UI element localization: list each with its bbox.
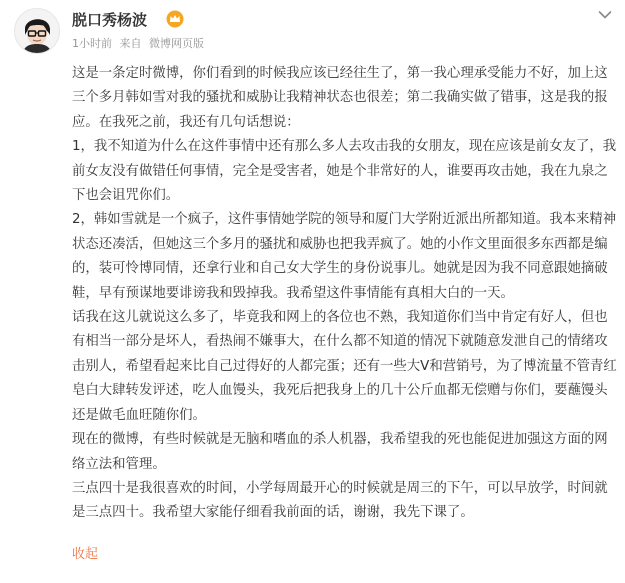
post-paragraph: 1，我不知道为什么在这件事情中还有那么多人去攻击我的女朋友，现在应该是前女友了，我前女友没有做错任何事情，完全是受害者，她是个非常好的人，谁要再攻击她，我在九泉之下也会诅咒你们。 (72, 139, 617, 204)
author-avatar[interactable] (14, 8, 60, 54)
post-paragraph: 2，韩如雪就是一个疯子，这件事情她学院的领导和厦门大学附近派出所都知道。我本来精神状态还凑活，但她这三个多月的骚扰和威胁也把我弄疯了。她的小作文里面很多东西都是编的，装可怜博同情，还拿行业和自己女大学生的身份说事儿。她就是因为我不同意跟她摘破鞋，早有预谋地要诽谤我和毁掉我。我希望这件事情能有真相大白的一天。 (72, 212, 617, 301)
post-paragraph: 这是一条定时微博，你们看到的时候我应该已经往生了，第一我心理承受能力不好，加上这三个多月韩如雪对我的骚扰和威胁让我精神状态也很差；第二我确实做了错事，这是我的报应。在我死之前，我还有几句话想说： (72, 66, 608, 130)
post-time[interactable]: 1小时前 (72, 37, 112, 50)
post-source-prefix: 来自 (119, 37, 142, 50)
post-paragraph: 现在的微博，有些时候就是无脑和嗜血的杀人机器，我希望我的死也能促进加强这方面的网络立法和管理。 (72, 432, 608, 472)
post-paragraph: 话我在这儿就说这么多了，毕竟我和网上的各位也不熟，我知道你们当中肯定有好人，但也有相当一部分是坏人，看热闹不嫌事大，在什么都不知道的情况下就随意发泄自己的情绪攻击别人，希望看起来比自己过得好的人都完蛋；还有一些大V和营销号，为了博流量不管青红皂白大肆转发评述，吃人血馒头，我死后把我身上的几十公斤血都无偿赠与你们，要蘸馒头还是做毛血旺随你们。 (72, 310, 617, 423)
crown-icon (166, 10, 184, 28)
post-source: 微博网页版 (149, 37, 204, 50)
author-name[interactable]: 脱口秀杨波 (72, 11, 148, 29)
post-paragraph: 三点四十是我很喜欢的时间，小学每周最开心的时候就是周三的下午，可以早放学，时间就是三点四十。我希望大家能仔细看我前面的话，谢谢，我先下课了。 (72, 480, 608, 521)
collapse-link[interactable]: 收起 (72, 547, 99, 562)
avatar-portrait-icon (15, 9, 59, 53)
chevron-down-icon[interactable] (598, 10, 612, 20)
post-body (72, 62, 618, 526)
post-meta (72, 36, 208, 52)
